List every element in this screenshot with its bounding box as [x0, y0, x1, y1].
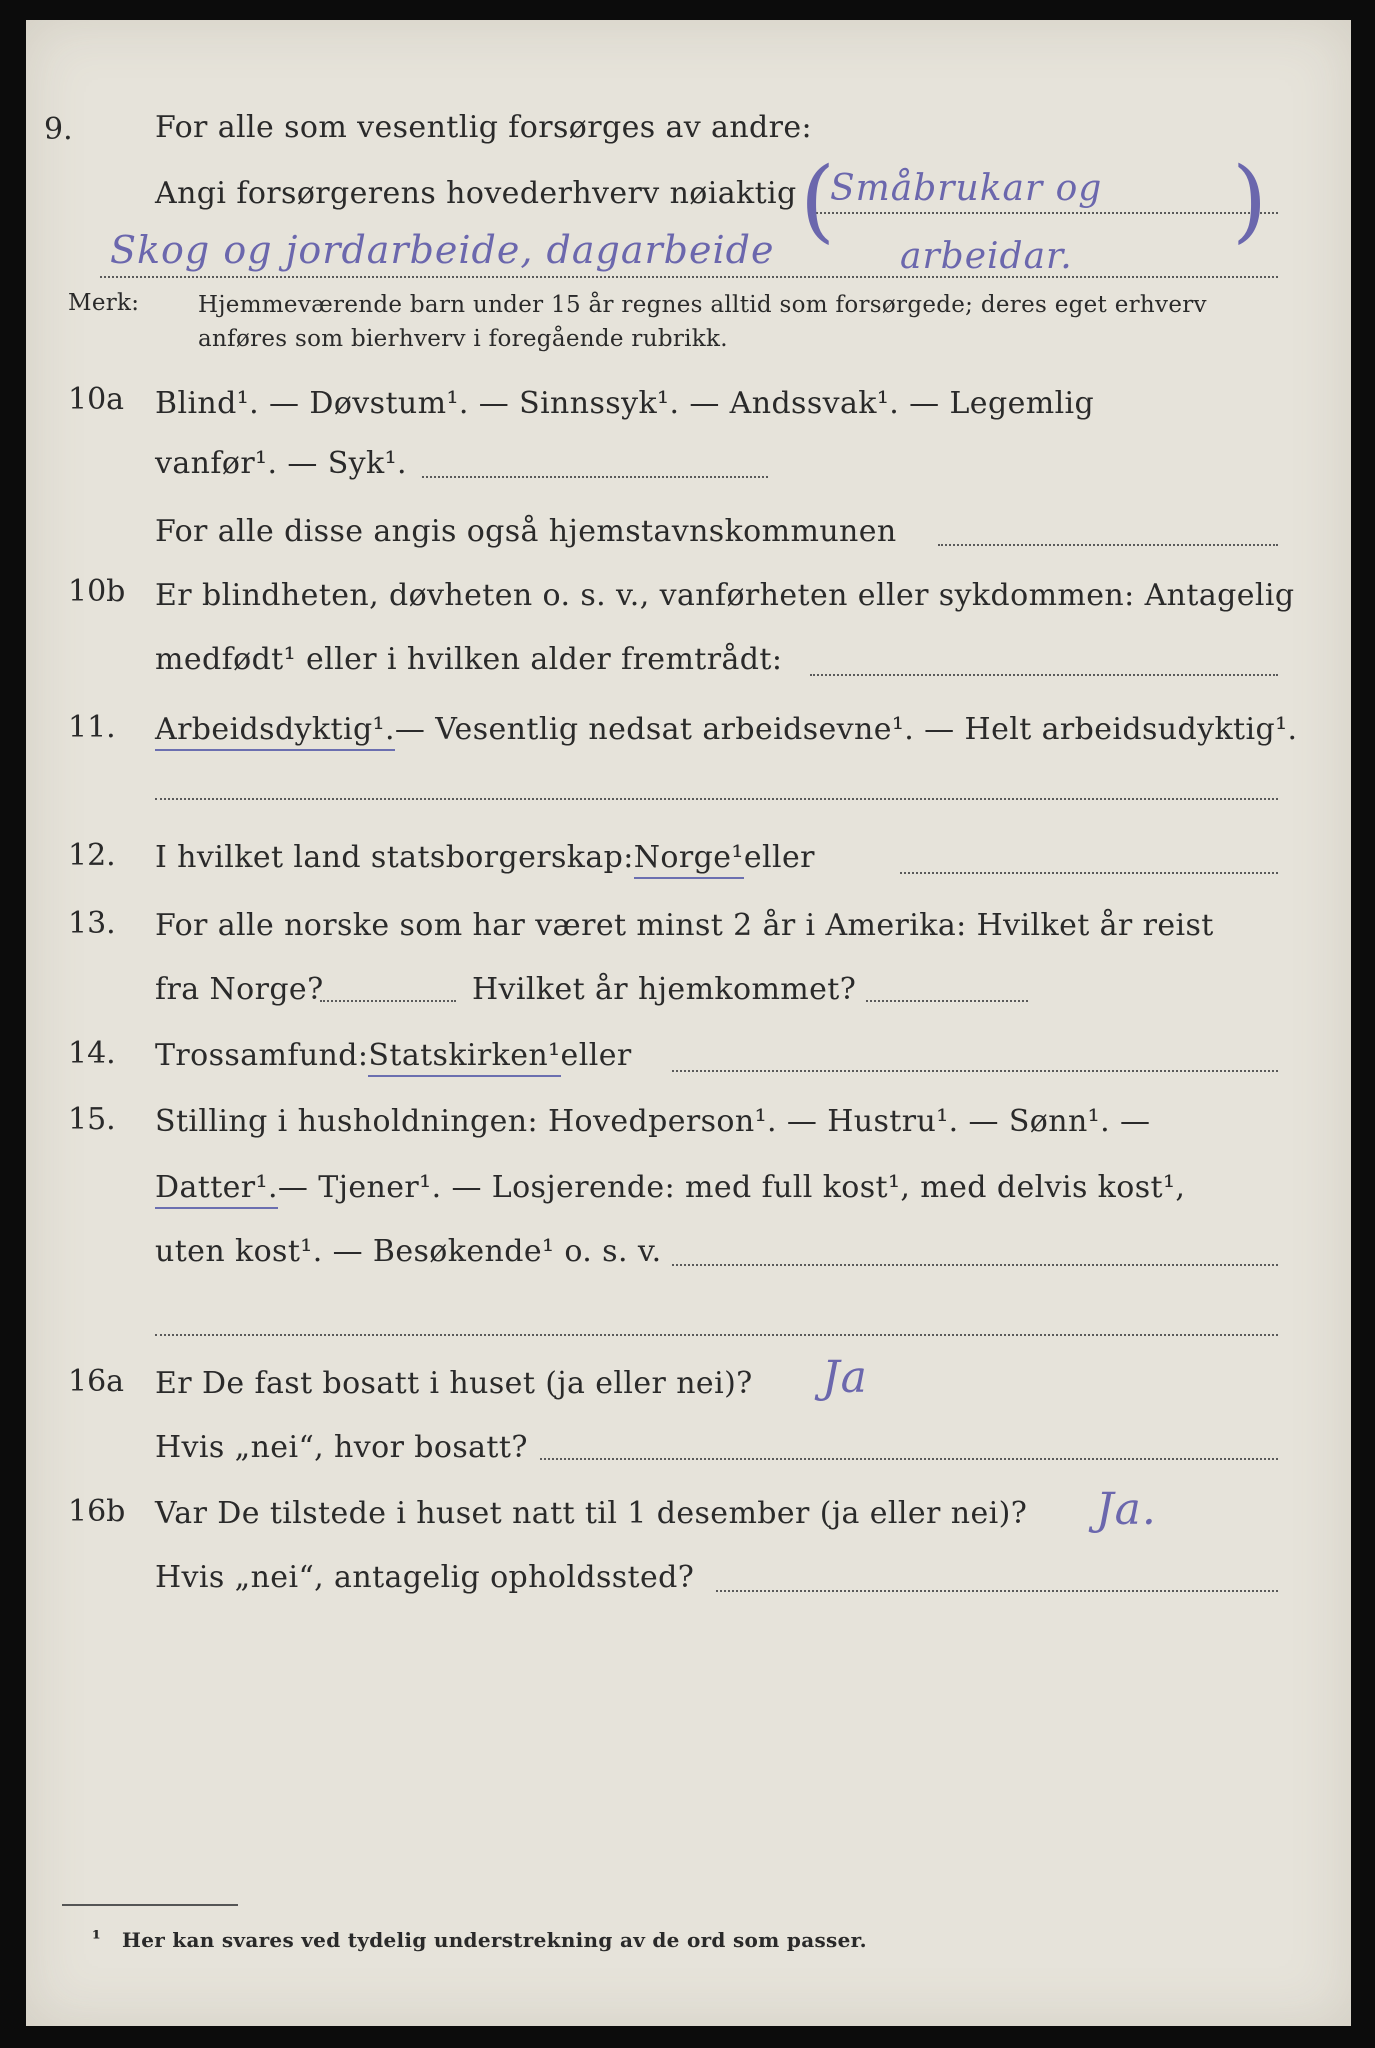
q10b-answer-line — [810, 674, 1278, 676]
q15-line1: Stilling i husholdningen: Hovedperson¹. — Hustru¹. — Sønn¹. — — [155, 1104, 1151, 1139]
footnote-rule — [62, 1904, 238, 1906]
q12-question: I hvilket land statsborgerskap: — [155, 840, 634, 875]
q9-line2: Angi forsørgerens hovederhverv nøiaktig — [155, 176, 797, 211]
q10a-line3: For alle disse angis også hjemstavnskommunen — [155, 514, 897, 549]
q10b-line2: medfødt¹ eller i hvilken alder fremtrådt: — [155, 642, 783, 677]
q9-handwritten-occupation-3: Skog og jordarbeide, dagarbeide — [110, 228, 775, 272]
q16b-line1: Var De tilstede i huset natt til 1 desember (ja eller nei)? — [155, 1496, 1028, 1531]
q16a-line1: Er De fast bosatt i huset (ja eller nei)? — [155, 1366, 753, 1401]
q10a-line2: vanfør¹. — Syk¹. — [155, 446, 407, 481]
q9-number: 9. — [44, 112, 73, 147]
q12-post: eller — [743, 840, 815, 875]
q10a-answer-line — [422, 476, 768, 478]
q13-reist-line — [320, 1000, 456, 1002]
q15-selected-option: Datter¹. — [155, 1170, 278, 1209]
q12-answer-line — [900, 872, 1278, 874]
q11-number: 11. — [68, 710, 116, 745]
q14-number: 14. — [68, 1036, 116, 1071]
footnote-text: Her kan svares ved tydelig understrekning av de ord som passer. — [122, 1928, 867, 1952]
q11-answer-line — [155, 798, 1278, 800]
q9-answer-line2 — [100, 276, 1278, 278]
q9-line1: For alle som vesentlig forsørges av andre: — [155, 110, 813, 145]
q10b-line1: Er blindheten, døvheten o. s. v., vanførheten eller sykdommen: Antagelig — [155, 578, 1295, 613]
footnote-mark: ¹ — [92, 1926, 102, 1950]
q15-line2 — [155, 1170, 1185, 1209]
q10b-number: 10b — [68, 574, 126, 609]
q12-selected-option: Norge¹ — [634, 840, 744, 879]
merk-line1: Hjemmeværende barn under 15 år regnes alltid som forsørgede; deres eget erhverv — [198, 292, 1207, 318]
q16b-answer-line — [716, 1590, 1278, 1592]
q13-line2b: Hvilket år hjemkommet? — [472, 972, 857, 1007]
q11-line — [155, 712, 1297, 751]
q13-line1: For alle norske som har været minst 2 år i Amerika: Hvilket år reist — [155, 908, 1214, 943]
q9-answer-line1 — [808, 212, 1278, 214]
q16a-answer-line — [540, 1458, 1278, 1460]
q14-answer-line — [672, 1070, 1278, 1072]
q9-handwritten-occupation-1: Småbrukar og — [830, 168, 1103, 209]
q16a-handwritten-answer: Ja — [822, 1352, 868, 1403]
q14-post: eller — [560, 1038, 632, 1073]
merk-line2: anføres som bierhverv i foregående rubrikk. — [198, 326, 728, 352]
q14-line — [155, 1038, 632, 1077]
q10a-municipality-line — [938, 544, 1278, 546]
q10a-line1: Blind¹. — Døvstum¹. — Sinnssyk¹. — Andssvak¹. — Legemlig — [155, 386, 1095, 421]
q13-number: 13. — [68, 906, 116, 941]
q12-number: 12. — [68, 838, 116, 873]
q14-selected-option: Statskirken¹ — [368, 1038, 560, 1077]
q16a-line2: Hvis „nei“, hvor bosatt? — [155, 1430, 528, 1465]
q16b-line2: Hvis „nei“, antagelig opholdssted? — [155, 1560, 695, 1595]
q13-line2a: fra Norge? — [155, 972, 324, 1007]
q12-line — [155, 840, 815, 879]
q16a-number: 16a — [68, 1364, 125, 1399]
q9-handwritten-occupation-2: arbeidar. — [900, 236, 1073, 277]
q11-selected-option: Arbeidsdyktig¹. — [155, 712, 395, 751]
q13-hjemkommet-line — [866, 1000, 1028, 1002]
merk-label: Merk: — [68, 290, 140, 316]
q15-number: 15. — [68, 1102, 116, 1137]
q10a-number: 10a — [68, 382, 125, 417]
census-form-page — [26, 20, 1351, 2026]
q15-answer-line2 — [155, 1334, 1278, 1336]
q14-question: Trossamfund: — [155, 1038, 369, 1073]
q15-line3: uten kost¹. — Besøkende¹ o. s. v. — [155, 1234, 662, 1269]
right-paren-mark: ) — [1232, 148, 1268, 253]
q16b-handwritten-answer: Ja. — [1096, 1484, 1157, 1535]
q15-answer-line — [672, 1264, 1278, 1266]
left-paren-mark: ( — [800, 148, 836, 253]
q15-line2-rest: — Tjener¹. — Losjerende: med full kost¹, med delvis kost¹, — [277, 1170, 1186, 1205]
q11-rest: — Vesentlig nedsat arbeidsevne¹. — Helt arbeidsudyktig¹. — [394, 712, 1298, 747]
q16b-number: 16b — [68, 1494, 126, 1529]
